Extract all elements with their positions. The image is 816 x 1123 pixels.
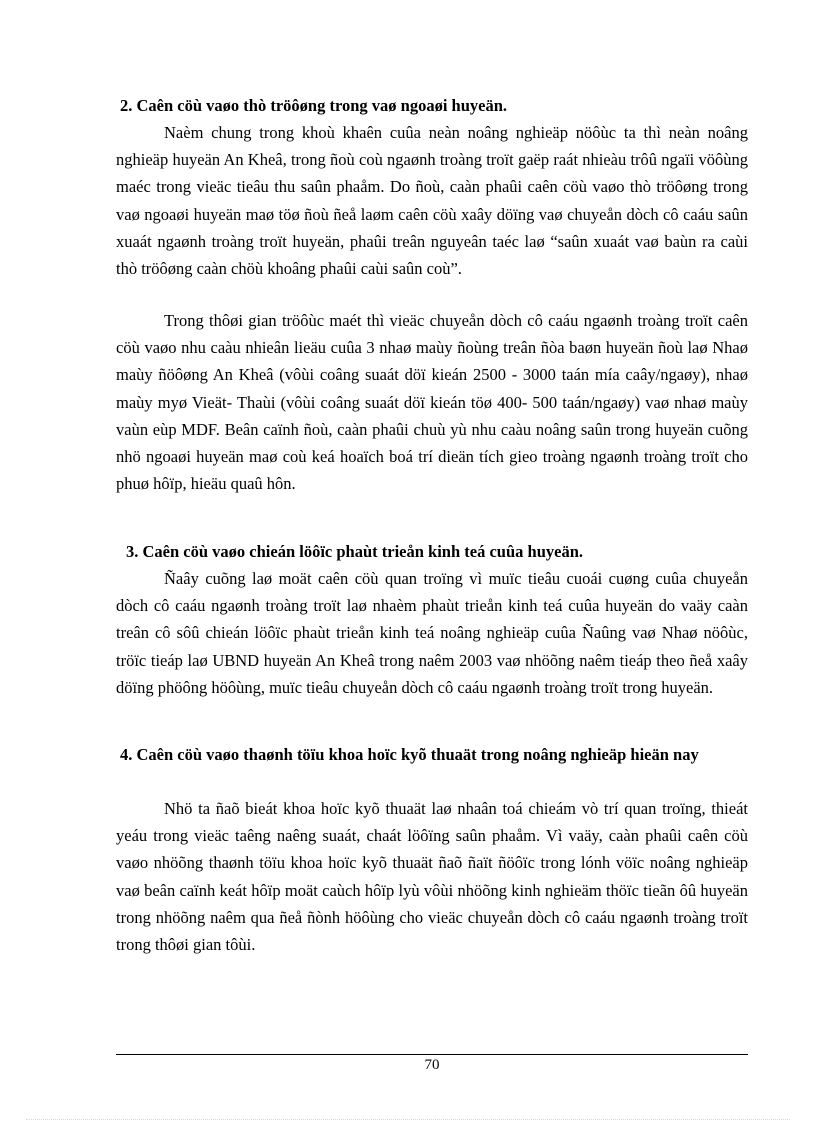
section-2-paragraph-1: Naèm chung trong khoù khaên cuûa neàn noâng nghieäp nöôùc ta thì neàn noâng nghieäp huyeän An Kheâ, trong ñoù coù ngaønh troàng troït gaëp raát nhieàu trôû ngaïi vöôùng maéc trong vieäc tieâu thu saûn phaåm. Do ñoù, caàn phaûi caên cöù vaøo thò tröôøng trong vaø ngoaøi huyeän maø töø ñoù ñeå laøm caên cöù xaây döïng vaø chuyeån dòch cô caáu saûn xuaát ngaønh troàng troït huyeän, phaûi treân nguyeân taéc laø “saûn xuaát vaø baùn ra caùi thò tröôøng caàn chöù khoâng phaûi caùi saûn coù”. [116, 123, 748, 279]
section-heading-2: 2. Caên cöù vaøo thò tröôøng trong vaø ngoaøi huyeän. [120, 96, 508, 115]
section-2-paragraph-2: Trong thôøi gian tröôùc maét thì vieäc chuyeån dòch cô caáu ngaønh troàng troït caên cöù vaøo nhu caàu nhieân lieäu cuûa 3 nhaø maùy ñoùng treân ñòa baøn huyeän ñoù laø Nhaø maùy ñöôøng An Kheâ (vôùi coâng suaát döï kieán 2500 - 3000 taán mía caây/ngaøy), nhaø maùy myø Vieät- Thaùi (vôùi coâng suaát döï kieán töø 400- 500 taán/ngaøy) vaø nhaø maùy vaùn eùp MDF. Beân caïnh ñoù, caàn phaûi chuù yù nhu caàu noâng saûn trong huyeän cuõng nhö ngoaøi huyeän maø coù keá hoaïch boá trí dieän tích gieo troàng ngaønh troàng troït cho phuø hôïp, hieäu quaû hôn. [116, 311, 748, 494]
section-3-paragraph-1: Ñaây cuõng laø moät caên cöù quan troïng vì muïc tieâu cuoái cuøng cuûa chuyeån dòch cô caáu ngaønh troàng troït laø nhaèm phaùt trieån kinh teá cuûa huyeän do vaäy caàn treân cô sôû chieán löôïc phaùt trieån kinh teá noâng nghieäp cuûa Ñaûng vaø Nhaø nöôùc, tröïc tieáp laø UBND huyeän An Kheâ trong naêm 2003 vaø nhöõng naêm tieáp theo ñeå xaây döïng phöông höôùng, muïc tieâu chuyeån dòch cô caáu ngaønh troàng troït trong huyeän. [116, 569, 748, 697]
page-edge-dotted-line [26, 1119, 790, 1120]
section-heading-4: 4. Caên cöù vaøo thaønh töïu khoa hoïc kyõ thuaät trong noâng nghieäp hieän nay [120, 745, 699, 764]
section-4-paragraph-1: Nhö ta ñaõ bieát khoa hoïc kyõ thuaät laø nhaân toá chieám vò trí quan troïng, thieát yeáu trong vieäc taêng naêng suaát, chaát löôïng saûn phaåm. Vì vaäy, caàn phaûi caên cöù vaøo nhöõng thaønh töïu khoa hoïc kyõ thuaät ñaõ ñaït ñöôïc trong lónh vöïc noâng nghieäp vaø beân caïnh keát hôïp moät caùch hôïp lyù vôùi nhöõng kinh nghieäm thöïc tieãn ôû huyeän trong nhöõng naêm qua ñeå ñònh höôùng cho vieäc chuyeån dòch cô caáu ngaønh troàng troït trong thôøi gian tôùi. [116, 799, 748, 955]
section-heading-3: 3. Caên cöù vaøo chieán löôïc phaùt trieån kinh teá cuûa huyeän. [126, 542, 584, 561]
page-number: 70 [424, 1057, 440, 1073]
